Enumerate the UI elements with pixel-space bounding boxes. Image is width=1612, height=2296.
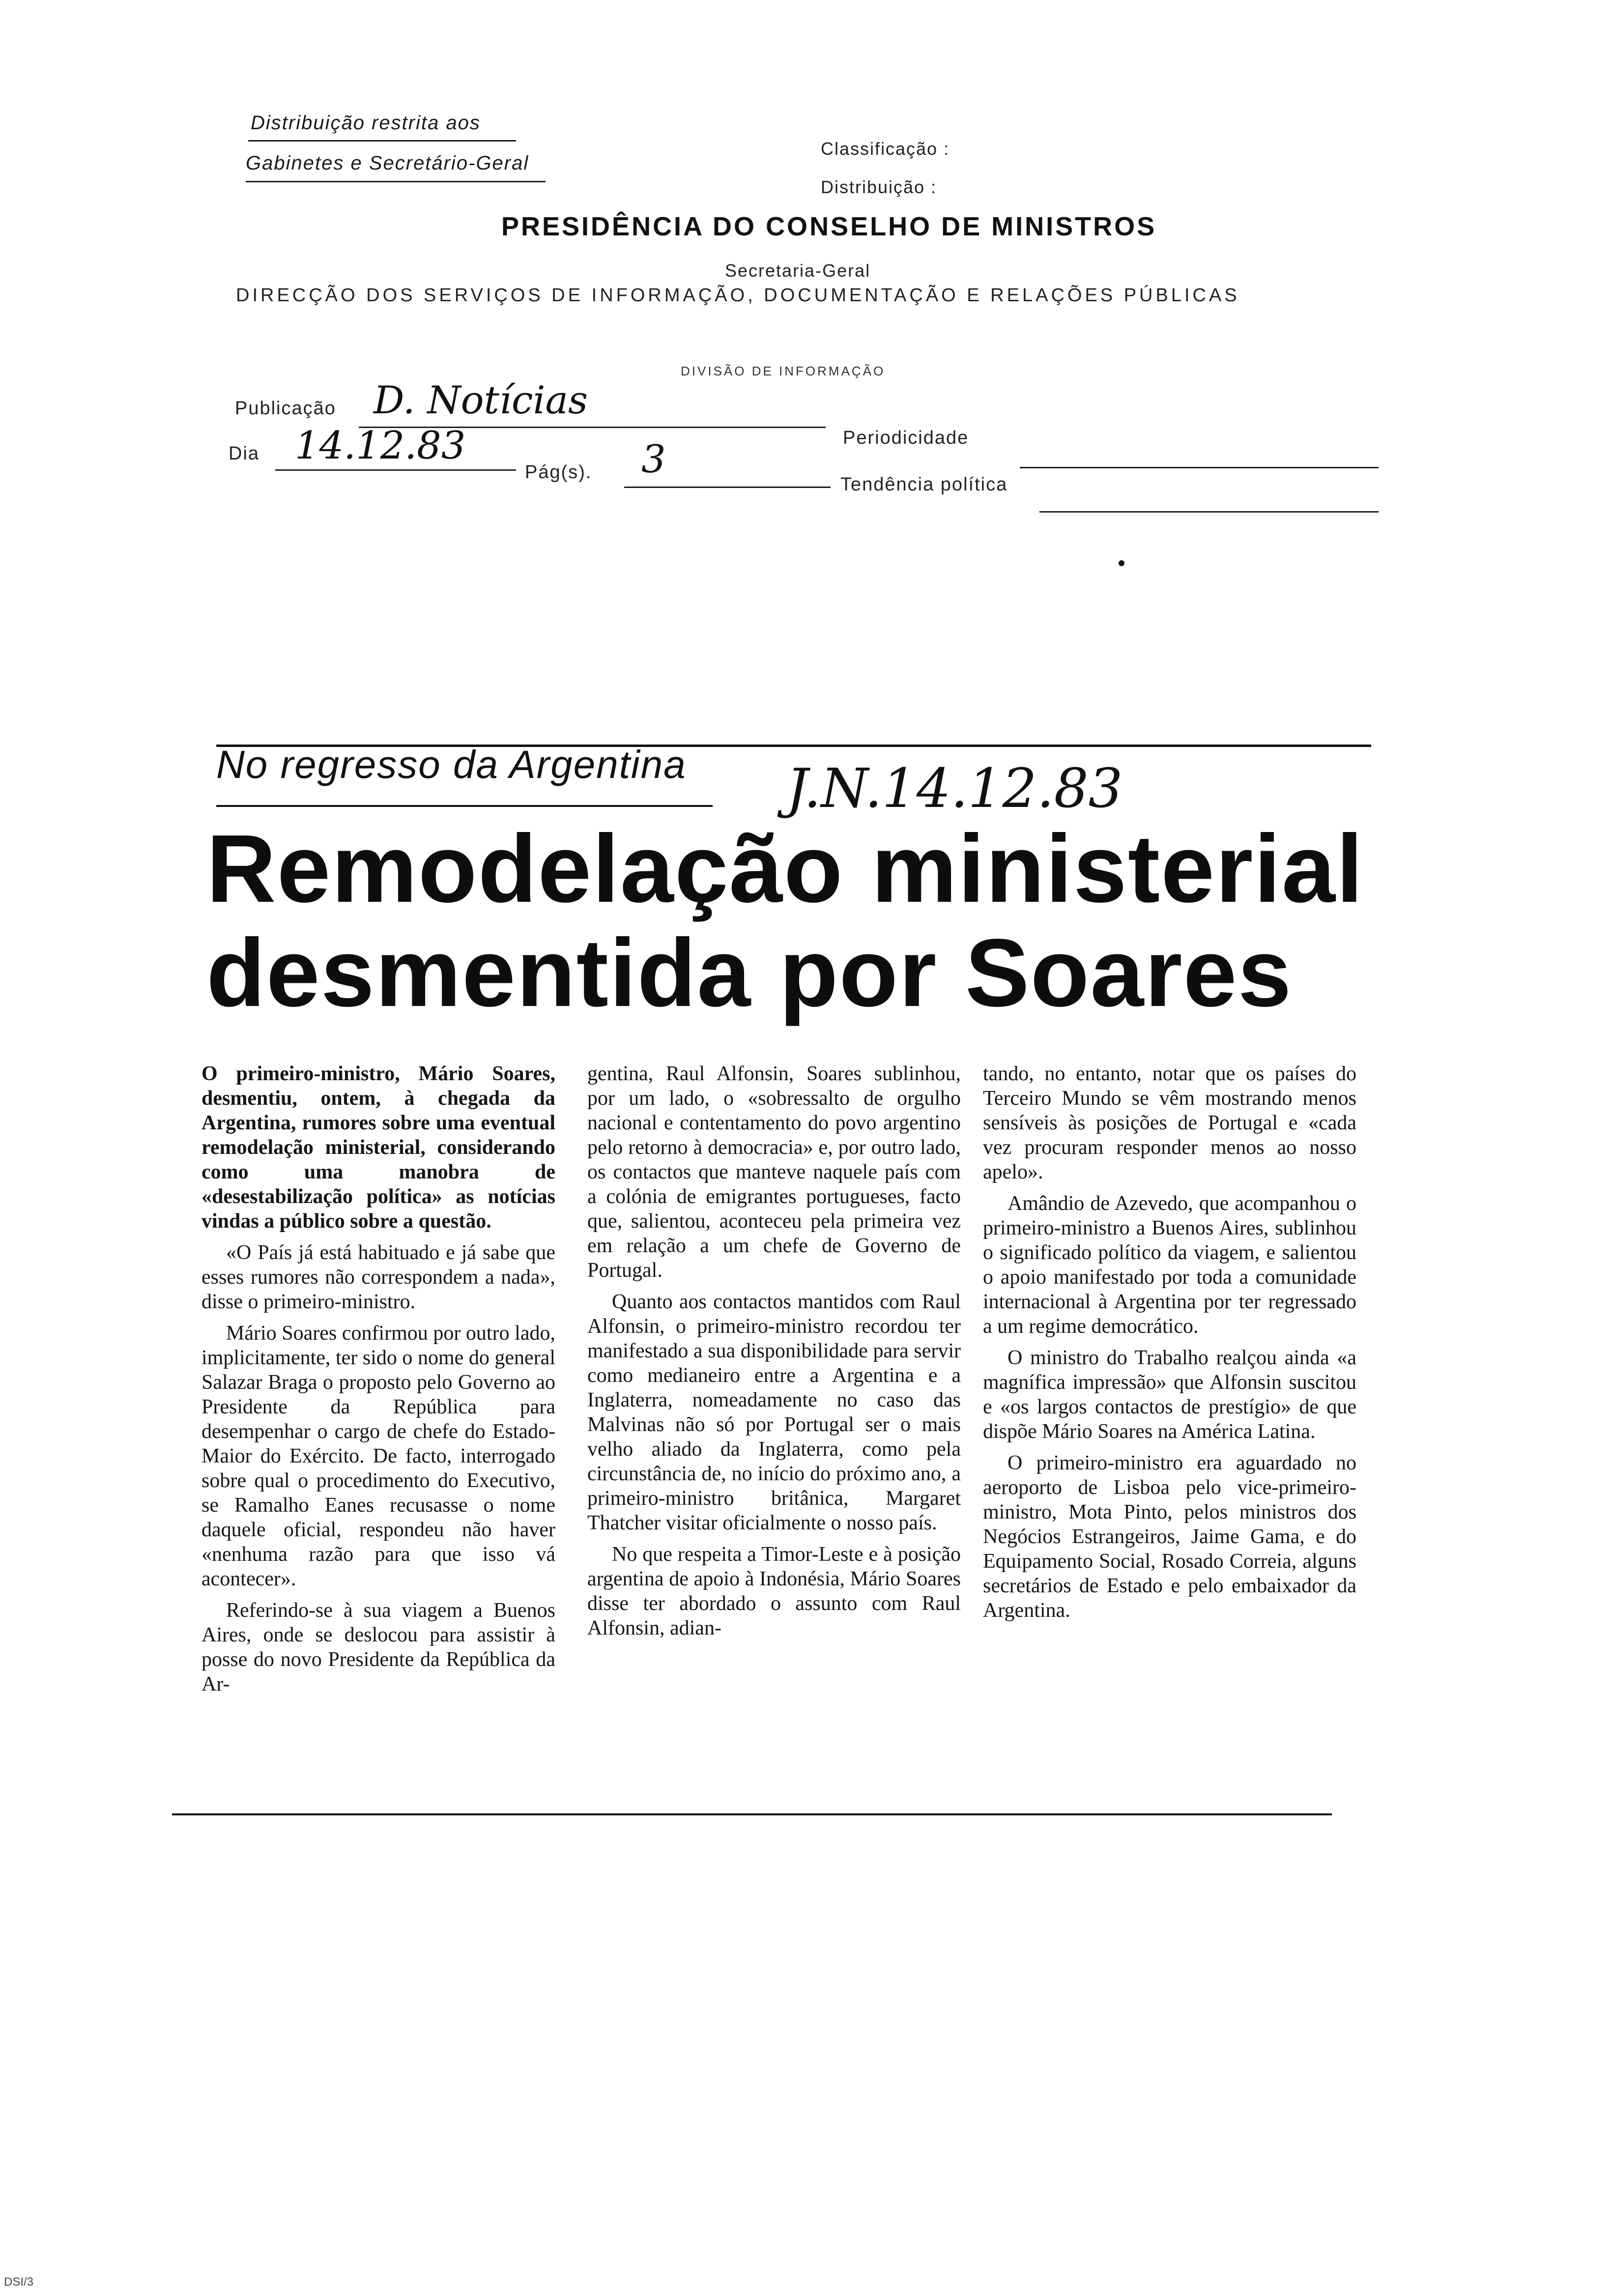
dia-field-line [275, 469, 516, 471]
classificacao-label: Classificação : [821, 139, 950, 159]
dia-handwritten: 14.12.83 [295, 424, 466, 468]
pags-label: Pág(s). [525, 462, 592, 483]
divisao-informacao: DIVISÃO DE INFORMAÇÃO [681, 364, 886, 378]
column-3-paragraph: O primeiro-ministro era aguardado no aeroporto de Lisboa pelo vice-primeiro-ministro, Mota Pinto, pelos ministros dos Negócios Estrangeiros, Jaime Gama, e do Equipamento Social, Rosado Correia, alguns secretários de Estado e pelo embaixador da Argentina. [983, 1452, 1356, 1622]
article-column-3 [983, 1062, 1356, 1630]
article-bottom-rule [172, 1813, 1332, 1815]
distribuicao-label: Distribuição : [821, 177, 937, 197]
tendencia-label: Tendência política [840, 474, 1008, 495]
column-3-paragraph: tando, no entanto, notar que os países do Terceiro Mundo se vêm mostrando menos sensíveis às posições de Portugal e «cada vez procuram responder menos ao nosso apelo». [983, 1062, 1356, 1183]
direccao-servicos: DIRECÇÃO DOS SERVIÇOS DE INFORMAÇÃO, DOCUMENTAÇÃO E RELAÇÕES PÚBLICAS [236, 285, 1240, 306]
pags-field-line [624, 487, 831, 488]
headline-line-1: Remodelação ministerial [206, 815, 1364, 922]
column-1-paragraph: Referindo-se à sua viagem a Buenos Aires, onde se deslocou para assistir à posse do novo Presidente da República da Ar- [202, 1599, 555, 1695]
column-2-paragraph: Quanto aos contactos mantidos com Raul Alfonsin, o primeiro-ministro recordou ter manifestado a sua disponibilidade para servir como medianeiro entre a Argentina e a Inglaterra, nomeadamente no caso das Malvinas não só por Portugal ser o mais velho aliado da Inglaterra, como pela circunstância de, no início do próximo ano, a primeiro-ministro britânica, Margaret Thatcher visitar oficialmente o nosso país. [587, 1291, 961, 1534]
stray-dot [1119, 560, 1124, 566]
column-1-paragraph: Mário Soares confirmou por outro lado, implicitamente, ter sido o nome do general Salazar Braga o proposto pelo Governo ao Presidente da República para desempenhar o cargo de chefe do Estado-Maior do Exército. De facto, interrogado sobre qual o procedimento do Executivo, se Ramalho Eanes recusasse o nome daquele oficial, respondeu não haver «nenhuma razão para que isso vá acontecer». [202, 1322, 555, 1590]
article-column-2 [587, 1062, 961, 1647]
handwritten-date: J.N.14.12.83 [786, 757, 1123, 820]
periodicidade-field-line [1020, 467, 1379, 468]
article-column-1 [202, 1062, 555, 1703]
pags-handwritten: 3 [641, 437, 666, 482]
headline-line-2: desmentida por Soares [206, 919, 1293, 1027]
article-kicker: No regresso da Argentina [216, 743, 687, 786]
presidencia-title: PRESIDÊNCIA DO CONSELHO DE MINISTROS [501, 212, 1157, 241]
periodicidade-label: Periodicidade [843, 428, 969, 448]
tendencia-field-line [1039, 511, 1379, 513]
column-3-paragraph: O ministro do Trabalho realçou ainda «a magnífica impressão» que Alfonsin suscitou e «os largos contactos de prestígio» de que dispõe Mário Soares na América Latina. [983, 1347, 1356, 1443]
restriction-line-2: Gabinetes e Secretário-Geral [246, 152, 529, 174]
dia-label: Dia [229, 443, 260, 464]
kicker-underline [216, 805, 713, 807]
publicacao-label: Publicação [235, 398, 336, 419]
column-2-paragraph: No que respeita a Timor-Leste e à posição argentina de apoio à Indonésia, Mário Soares disse ter abordado o assunto com Raul Alfonsin, adian- [587, 1543, 961, 1639]
secretaria-geral: Secretaria-Geral [725, 260, 871, 281]
column-1-paragraph: «O País já está habituado e já sabe que esses rumores não correspondem a nada», disse o primeiro-ministro. [202, 1241, 555, 1313]
column-2-paragraph: gentina, Raul Alfonsin, Soares sublinhou, por um lado, o «sobressalto de orgulho nacional e contentamento do povo argentino pelo retorno à democracia» e, por outro lado, os contactos que manteve naquele país com a colónia de emigrantes portugueses, facto que, salientou, aconteceu pela primeira vez em relação a um chefe de Governo de Portugal. [587, 1062, 961, 1282]
column-3-paragraph: Amândio de Azevedo, que acompanhou o primeiro-ministro a Buenos Aires, sublinhou o significado político da viagem, e salientou o apoio manifestado por toda a comunidade internacional à Argentina por ter regressado a um regime democrático. [983, 1192, 1356, 1338]
publicacao-handwritten: D. Notícias [374, 378, 588, 423]
restriction-line-1: Distribuição restrita aos [251, 112, 481, 134]
restriction-underline-1 [248, 140, 516, 142]
footer-code: DSI/3 [4, 2275, 34, 2289]
column-1-paragraph: O primeiro-ministro, Mário Soares, desmentiu, ontem, à chegada da Argentina, rumores sobre uma eventual remodelação ministerial, considerando como uma manobra de «desestabilização política» as notícias vindas a público sobre a questão. [202, 1062, 555, 1233]
restriction-underline-2 [246, 181, 546, 182]
